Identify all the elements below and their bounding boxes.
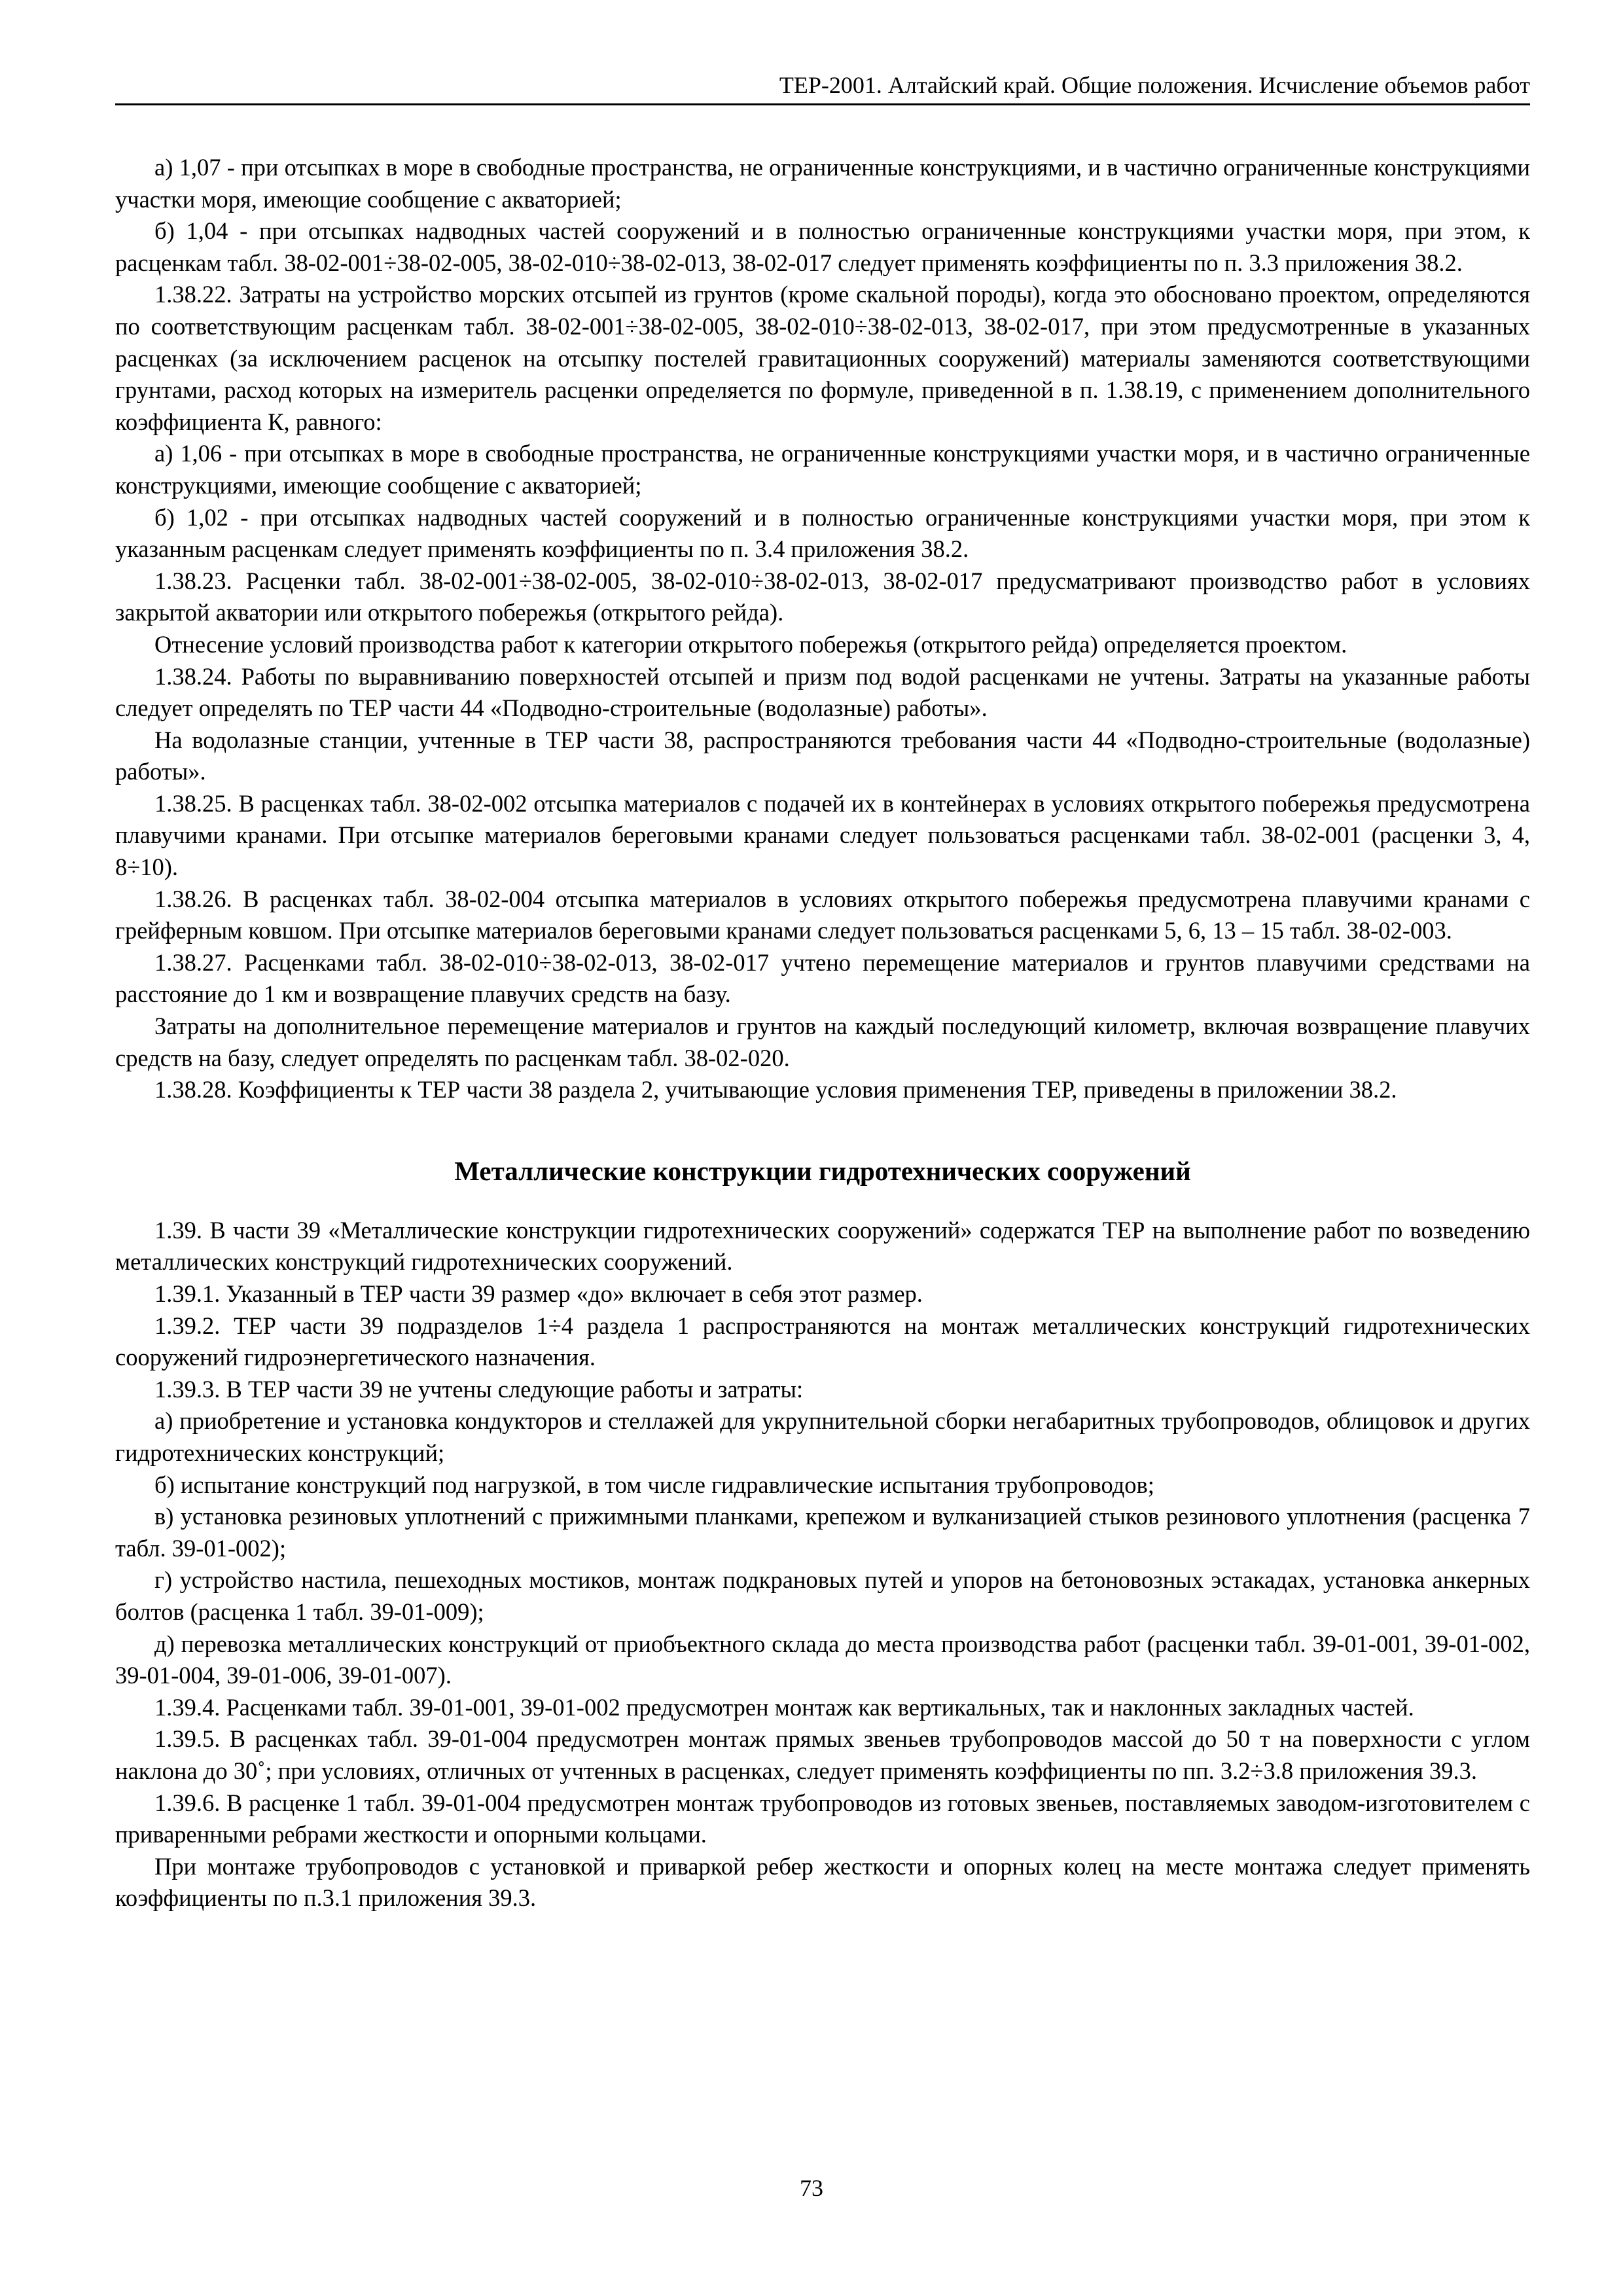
paragraph: б) испытание конструкций под нагрузкой, в том числе гидравлические испытания трубопроводов; — [154, 1471, 1154, 1498]
page-number: 73 — [800, 2175, 823, 2201]
paragraph: г) устройство настила, пешеходных мостиков, монтаж подкрановых путей и упоров на бетоновозных эстакадах, установка анкерных болтов (расценка 1 табл. 39-01-009); — [115, 1566, 1530, 1625]
paragraph: 1.39.1. Указанный в ТЕР части 39 размер «до» включает в себя этот размер. — [154, 1280, 923, 1307]
paragraph: а) 1,07 - при отсыпках в море в свободные пространства, не ограниченные конструкциями, и в частично ограниченные конструкциями участки моря, имеющие сообщение с акваторией; — [115, 154, 1530, 213]
paragraph: в) установка резиновых уплотнений с прижимными планками, крепежом и вулканизацией стыков резинового уплотнения (расценка 7 табл. 39-01-002); — [115, 1503, 1530, 1562]
paragraph: б) 1,04 - при отсыпках надводных частей сооружений и в полностью ограниченные конструкциями участки моря, при этом, к расценкам табл. 38-02-001÷38-02-005, 38-02-010÷38-02-013, 38-02-017 следует применять коэффициенты по п. 3.3 приложения 38.2. — [115, 217, 1530, 276]
paragraph: 1.38.24. Работы по выравниванию поверхностей отсыпей и призм под водой расценками не учтены. Затраты на указанные работы следует определять по ТЕР части 44 «Подводно-строительные (водолазные) работы». — [115, 662, 1530, 722]
paragraph: 1.38.22. Затраты на устройство морских отсыпей из грунтов (кроме скальной породы), когда это обосновано проектом, определяются по соответствующим расценкам табл. 38-02-001÷38-02-005, 38-02-010÷38-02-013, 38-02-017, при этом предусмотренные в указанных расценках (за исключением расценок на отсыпку постелей гравитационных сооружений) материалы заменяются соответствующими грунтами, расход которых на измеритель расценки определяется по формуле, приведенной в п. 1.38.19, с применением дополнительного коэффициента К, равного: — [115, 281, 1530, 435]
page-header — [115, 71, 1530, 105]
paragraph: 1.38.28. Коэффициенты к ТЕР части 38 раздела 2, учитывающие условия применения ТЕР, приведены в приложении 38.2. — [154, 1076, 1397, 1103]
paragraph: 1.38.26. В расценках табл. 38-02-004 отсыпка материалов в условиях открытого побережья предусмотрена плавучими кранами с грейферным ковшом. При отсыпке материалов береговыми кранами следует пользоваться расценками 5, 6, 13 – 15 табл. 38-02-003. — [115, 885, 1530, 944]
paragraph: Отнесение условий производства работ к категории открытого побережья (открытого рейда) определяется проектом. — [154, 630, 1347, 658]
paragraph: При монтаже трубопроводов с установкой и приваркой ребер жесткости и опорных колец на месте монтажа следует применять коэффициенты по п.3.1 приложения 39.3. — [115, 1852, 1530, 1912]
section-title: Металлические конструкции гидротехнических сооружений — [454, 1155, 1191, 1186]
paragraph: 1.38.27. Расценками табл. 38-02-010÷38-02-013, 38-02-017 учтено перемещение материалов и грунтов плавучими средствами на расстояние до 1 км и возвращение плавучих средств на базу. — [115, 948, 1530, 1008]
paragraph: 1.38.25. В расценках табл. 38-02-002 отсыпка материалов с подачей их в контейнерах в условиях открытого побережья предусмотрена плавучими кранами. При отсыпке материалов береговыми кранами следует пользоваться расценками табл. 38-02-001 (расценки 3, 4, 8÷10). — [115, 789, 1530, 881]
paragraph: Затраты на дополнительное перемещение материалов и грунтов на каждый последующий километр, включая возвращение плавучих средств на базу, следует определять по расценкам табл. 38-02-020. — [115, 1013, 1530, 1071]
paragraph: 1.39.2. ТЕР части 39 подразделов 1÷4 раздела 1 распространяются на монтаж металлических конструкций гидротехнических сооружений гидроэнергетического назначения. — [115, 1312, 1530, 1371]
paragraph: а) приобретение и установка кондукторов и стеллажей для укрупнительной сборки негабаритных трубопроводов, облицовок и других гидротехнических конструкций; — [115, 1407, 1530, 1466]
paragraph: 1.39.5. В расценках табл. 39-01-004 предусмотрен монтаж прямых звеньев трубопроводов массой до 50 т на поверхности с углом наклона до 30˚; при условиях, отличных от учтенных в расценках, следует применять коэффициенты по пп. 3.2÷3.8 приложения 39.3. — [115, 1725, 1530, 1784]
header-title: ТЕР-2001. Алтайский край. Общие положения. Исчисление объемов работ — [779, 72, 1530, 98]
paragraph: д) перевозка металлических конструкций от приобъектного склада до места производства работ (расценки табл. 39-01-001, 39-01-002, 39-01-004, 39-01-006, 39-01-007). — [115, 1630, 1530, 1689]
paragraph: б) 1,02 - при отсыпках надводных частей сооружений и в полностью ограниченные конструкциями участки моря, при этом к указанным расценкам следует применять коэффициенты по п. 3.4 приложения 38.2. — [115, 503, 1530, 563]
paragraph: 1.39.3. В ТЕР части 39 не учтены следующие работы и затраты: — [154, 1375, 804, 1403]
paragraph: 1.39.6. В расценке 1 табл. 39-01-004 предусмотрен монтаж трубопроводов из готовых звеньев, поставляемых заводом-изготовителем с приваренными ребрами жесткости и опорными кольцами. — [115, 1789, 1530, 1848]
document-body — [115, 152, 1530, 1914]
paragraph: 1.39.4. Расценками табл. 39-01-001, 39-01-002 предусмотрен монтаж как вертикальных, так и наклонных закладных частей. — [154, 1693, 1414, 1721]
paragraph: 1.38.23. Расценки табл. 38-02-001÷38-02-005, 38-02-010÷38-02-013, 38-02-017 предусматривают производство работ в условиях закрытой акватории или открытого побережья (открытого рейда). — [115, 567, 1530, 626]
paragraph: На водолазные станции, учтенные в ТЕР части 38, распространяются требования части 44 «Подводно-строительные (водолазные) работы». — [115, 726, 1530, 785]
paragraph: а) 1,06 - при отсыпках в море в свободные пространства, не ограниченные конструкциями участки моря, и в частично ограниченные конструкциями, имеющие сообщение с акваторией; — [115, 440, 1530, 499]
paragraph: 1.39. В части 39 «Металлические конструкции гидротехнических сооружений» содержатся ТЕР на выполнение работ по возведению металлических конструкций гидротехнических сооружений. — [115, 1216, 1530, 1276]
